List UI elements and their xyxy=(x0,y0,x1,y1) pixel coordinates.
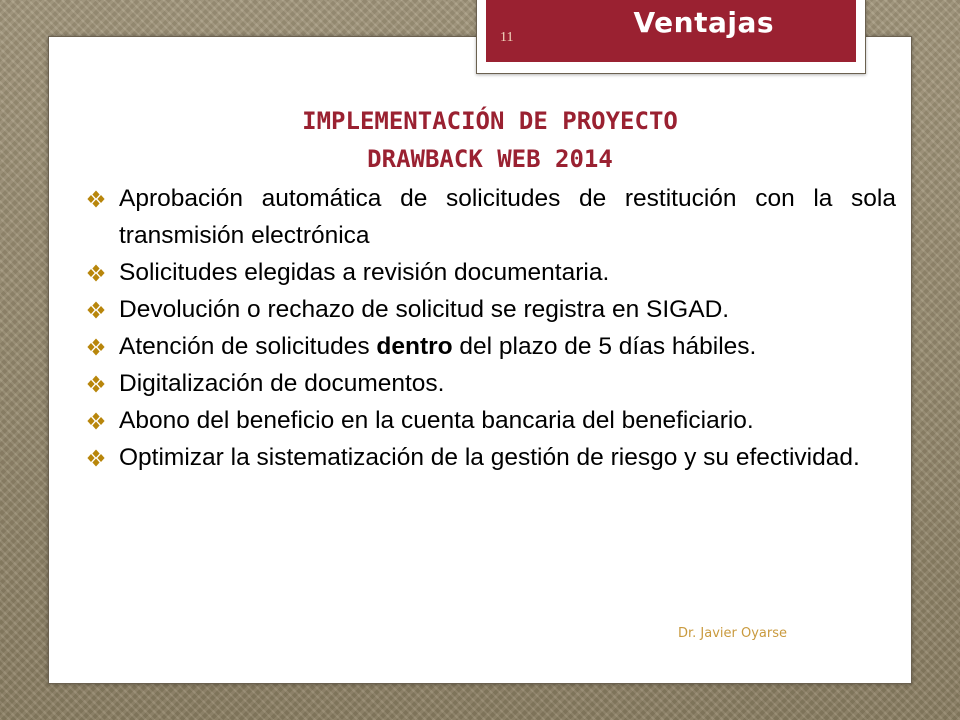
bullet-item xyxy=(84,328,896,365)
diamond-bullet-icon xyxy=(85,449,107,467)
diamond-bullet-icon xyxy=(85,301,107,319)
bullet-item xyxy=(84,439,896,476)
bullet-text: Digitalización de documentos. xyxy=(119,370,445,397)
bullet-text: Devolución o rechazo de solicitud se registra en SIGAD. xyxy=(119,296,730,323)
bullet-text: Aprobación automática de solicitudes de restitución con la sola transmisión electrónica xyxy=(119,185,896,249)
bullet-text xyxy=(119,333,756,360)
page-number: 11 xyxy=(500,30,514,45)
tab-title: Ventajas xyxy=(633,6,774,39)
diamond-bullet-icon xyxy=(85,190,107,208)
bullet-list xyxy=(84,180,896,476)
diamond-bullet-icon xyxy=(85,264,107,282)
bullet-text-emphasis: dentro xyxy=(376,333,453,360)
bullet-text-segment: del plazo de 5 días hábiles. xyxy=(452,333,757,360)
footer-author: Dr. Javier Oyarse xyxy=(678,626,788,641)
bullet-text: Solicitudes elegidas a revisión documentaria. xyxy=(119,259,610,286)
bullet-item xyxy=(84,402,896,439)
slide-title-line-1: IMPLEMENTACIÓN DE PROYECTO xyxy=(302,107,678,135)
diamond-bullet-icon xyxy=(85,412,107,430)
diamond-bullet-icon xyxy=(85,338,107,356)
diamond-bullet-icon xyxy=(85,375,107,393)
bullet-text: Abono del beneficio en la cuenta bancaria del beneficiario. xyxy=(119,407,754,434)
bullet-item xyxy=(84,365,896,402)
bullet-item xyxy=(84,291,896,328)
bullet-item xyxy=(84,254,896,291)
bullet-text: Optimizar la sistematización de la gestión de riesgo y su efectividad. xyxy=(119,444,860,471)
title-tab xyxy=(486,0,856,62)
bullet-item xyxy=(84,180,896,254)
bullet-text-segment: Atención de solicitudes xyxy=(119,333,377,360)
slide-title-line-2: DRAWBACK WEB 2014 xyxy=(367,145,613,173)
